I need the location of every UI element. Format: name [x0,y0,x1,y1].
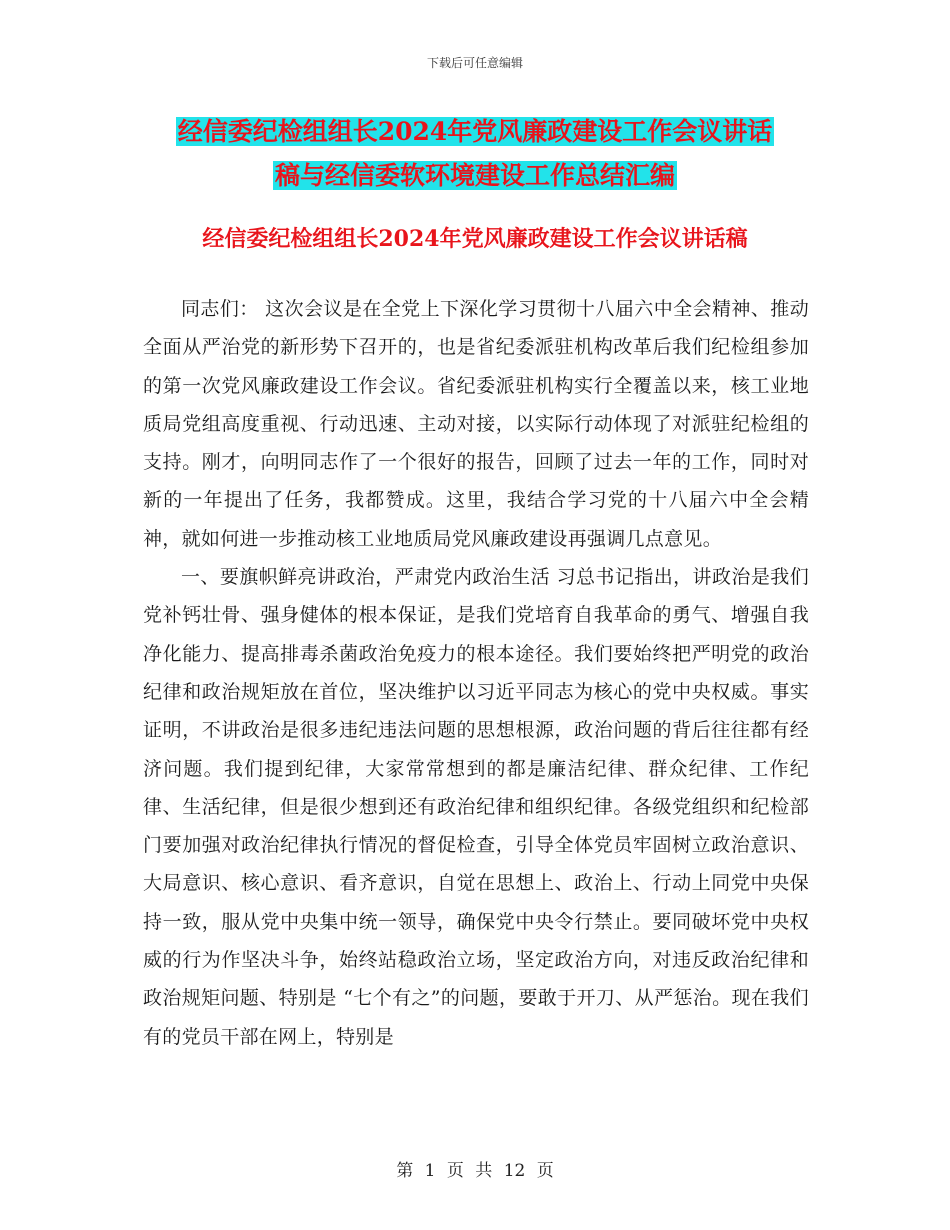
header-note: 下载后可任意编辑 [426,56,523,70]
page-number-footer: 第 1 页 共 12 页 [396,1161,554,1181]
body-text [143,290,809,1056]
paragraph-2: 一、要旗帜鲜亮讲政治，严肃党内政治生活 习总书记指出，讲政治是我们党补钙壮骨、强身健体的根本保证，是我们党培育自我革命的勇气、增强自我净化能力、提高排毒杀菌政治免疫力的根本途径。我们要始终把严明党的政治纪律和政治规矩放在首位，坚决维护以习近平同志为核心的党中央权威。事实证明，不讲政治是很多违纪违法问题的思想根源，政治问题的背后往往都有经济问题。我们提到纪律，大家常常想到的都是廉洁纪律、群众纪律、工作纪律、生活纪律，但是很少想到还有政治纪律和组织纪律。各级党组织和纪检部门要加强对政治纪律执行情况的督促检查，引导全体党员牢固树立政治意识、大局意识、核心意识、看齐意识，自觉在思想上、政治上、行动上同党中央保持一致，服从党中央集中统一领导，确保党中央令行禁止。要同破坏党中央权威的行为作坚决斗争，始终站稳政治立场，坚定政治方向，对违反政治纪律和政治规矩问题、特别是 “七个有之”的问题，要敢于开刀、从严惩治。现在我们有的党员干部在网上，特别是 [143,566,809,1048]
document-title-line-2: 稿与经信委软环境建设工作总结汇编 [274,161,675,190]
section-title: 经信委纪检组组长2024年党风廉政建设工作会议讲话稿 [202,226,748,252]
document-title [0,110,950,198]
document-title-line-1: 经信委纪检组组长2024年党风廉政建设工作会议讲话 [177,117,773,146]
paragraph-1: 同志们： 这次会议是在全党上下深化学习贯彻十八届六中全会精神、推动全面从严治党的新形势下召开的，也是省纪委派驻机构改革后我们纪检组参加的第一次党风廉政建设工作会议。省纪委派驻机构实行全覆盖以来，核工业地质局党组高度重视、行动迅速、主动对接，以实际行动体现了对派驻纪检组的支持。刚才，向明同志作了一个很好的报告，回顾了过去一年的工作，同时对新的一年提出了任务，我都赞成。这里，我结合学习党的十八届六中全会精神，就如何进一步推动核工业地质局党风廉政建设再强调几点意见。 [143,298,809,550]
